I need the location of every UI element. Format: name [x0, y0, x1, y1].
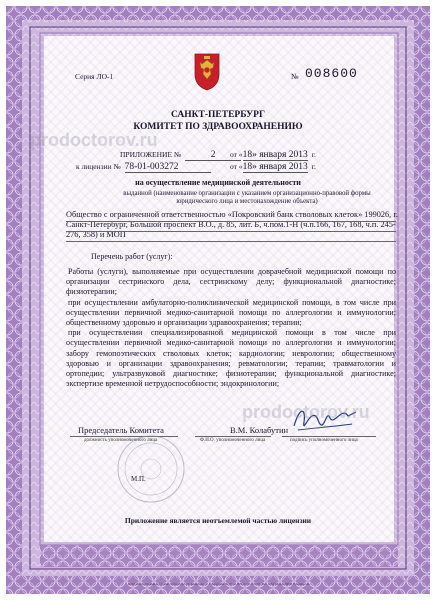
annex-month-year: » января 2013 — [252, 150, 308, 160]
seal-place-mark: М.П. — [131, 475, 146, 483]
coat-of-arms-emblem — [193, 52, 221, 92]
caption-title: должность уполномоченного лица — [84, 438, 158, 443]
license-year-suffix: г. — [311, 162, 316, 171]
license-date — [230, 156, 316, 174]
number-label: № — [291, 72, 299, 81]
annex-day: 18 — [242, 150, 253, 160]
works-list — [66, 267, 396, 389]
license-line — [76, 156, 211, 174]
caption-sign: подпись уполномоченного лица — [290, 438, 358, 443]
signatory-title: Председатель Комитета — [78, 425, 164, 435]
annex-footnote: Приложение является неотъемлемой частью лицензии — [124, 516, 312, 525]
license-day: 18 — [242, 162, 253, 172]
watermark: prodoctorov.ru — [30, 130, 158, 150]
sig-rule-name — [195, 436, 271, 437]
works-item: при осуществлении специализированной медицинской помощи в том числе при осуществлении первичной медико-санитарной помощи по аллергологии и иммунологии; забору гемопоэтических стволовых клеток; кардиологии; неврологии; общественному здоровью и организации здравоохранения; ревматологии; терапии; травматологии и ортопедии; ультразвуковой диагностике; физиотерапии; функциональной диагностике; экспертизе временной нетрудоспособности; эндокринологии; — [66, 328, 396, 389]
series-label: Серия ЛО-1 — [75, 72, 114, 81]
form-number: 008600 — [305, 66, 358, 81]
sig-rule-sign — [282, 436, 376, 437]
org-underline-2 — [66, 231, 396, 232]
round-seal-stamp — [116, 434, 186, 504]
issued-note: выданной (наименование организации с указанием организационно-правовой формы юридического лица и местонахождение объекта) — [123, 190, 371, 205]
works-label: Перечень работ (услуг): — [91, 252, 173, 261]
caption-name: Ф.И.О. уполномоченного лица — [200, 438, 266, 443]
license-from-label: от « — [230, 162, 243, 171]
issuer-committee: КОМИТЕТ ПО ЗДРАВООХРАНЕНИЮ — [133, 122, 303, 132]
annex-number: 2 — [185, 150, 241, 161]
annex-year-suffix: г. — [311, 150, 316, 159]
watermark: prodoctorov.ru — [242, 402, 370, 422]
works-item: при осуществлении амбулаторно-поликлинической медицинской помощи, в том числе при осуществлении первичной медико-санитарной помощи по аллергологии и иммунологии; общественному здоровью и организации здравоохранения; терапии; — [66, 297, 396, 328]
annex-from-label: от « — [230, 150, 243, 159]
license-month-year: » января 2013 — [252, 162, 308, 172]
org-underline-1 — [66, 221, 396, 222]
printer-imprint: ООО «Петрографика» г. Санкт-Петербург, ул. Коммуны, д. 1 Лицензия № 77-01-003 от 20.10.2011 Зак. 1234 Тираж 20000 Уровень «Б» — [127, 582, 311, 586]
works-item: Работы (услуги), выполняемые при осуществлении доврачебной медицинской помощи по организации сестринского дела, сестринскому делу; функциональной диагностике; физиотерапии; — [66, 267, 396, 297]
license-label: к лицензии № — [76, 162, 121, 171]
organization-name-address: Общество с ограниченной ответственностью «Покровский банк стволовых клеток» 199026, г. Санкт-Петербург, Большой проспект В.О., д. 85, лит. Б, ч.пом.1-Н (ч.п.166, 167, 168, ч.п. 245-276, 358) и МОП — [66, 210, 398, 239]
issuer-city: САНКТ-ПЕТЕРБУРГ — [171, 110, 265, 120]
license-subject: на осуществление медицинской деятельности — [135, 178, 301, 187]
license-number: 78-01-003272 — [125, 162, 211, 173]
annex-label: ПРИЛОЖЕНИЕ № — [120, 150, 182, 159]
org-underline-3 — [66, 241, 396, 242]
signatory-name: В.М. Колабутин — [230, 425, 289, 435]
